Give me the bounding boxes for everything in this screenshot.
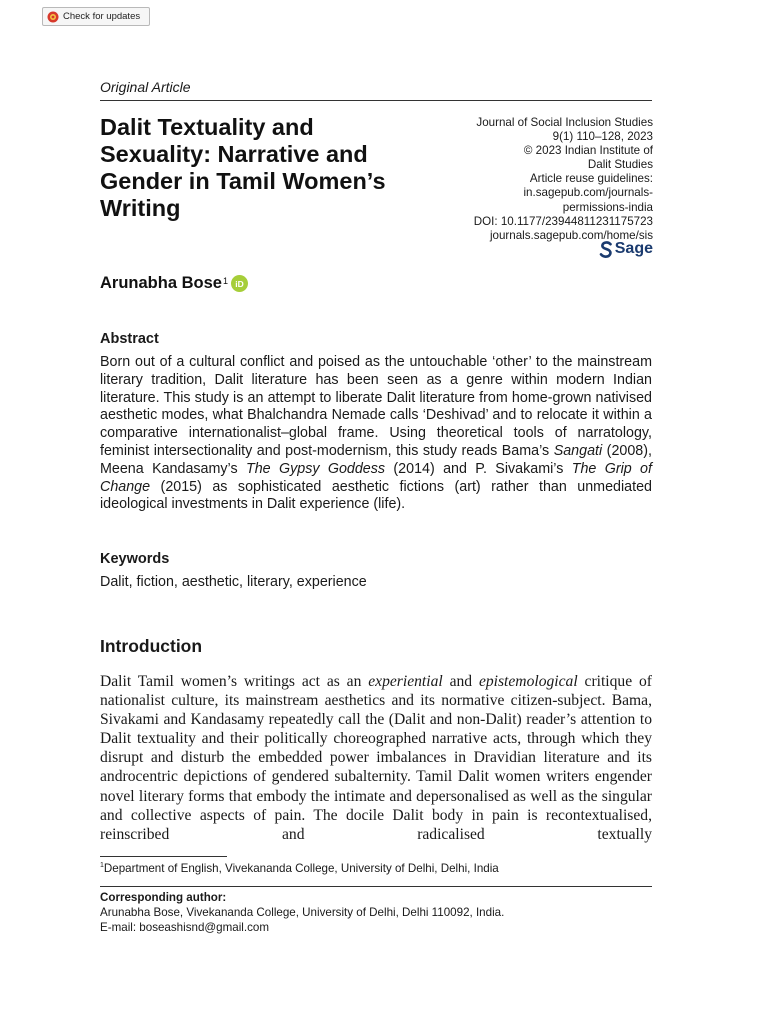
copyright-line: © 2023 Indian Institute of xyxy=(523,144,653,158)
author-name[interactable]: Arunabha Bose xyxy=(100,274,222,292)
corresponding-author-heading: Corresponding author: xyxy=(100,891,227,904)
sage-logo-icon xyxy=(599,241,613,258)
copyright-holder: Dalit Studies xyxy=(587,158,653,172)
publisher-name: Sage xyxy=(614,240,653,257)
footnote-divider xyxy=(100,856,227,857)
check-for-updates-label: Check for updates xyxy=(63,11,141,22)
work-title-sangati: Sangati xyxy=(553,442,603,459)
keywords-heading: Keywords xyxy=(100,551,170,567)
author xyxy=(100,274,248,293)
corresponding-author-address: Arunabha Bose, Vivekananda College, University of Delhi, Delhi 110092, India. xyxy=(100,906,505,919)
header-divider xyxy=(100,100,652,101)
check-for-updates-badge[interactable] xyxy=(42,7,150,26)
journal-volume: 9(1) 110–128, 2023 xyxy=(552,130,653,144)
publisher-logo xyxy=(590,238,653,260)
journal-name: Journal of Social Inclusion Studies xyxy=(476,116,653,129)
introduction-text: Dalit Tamil women’s writings act as an experiential and epistemological critique of nationalist culture, its mainstream aesthetics and its normative citizen-subject. Bama, Sivakami and Kandasamy repeatedly call the (Dalit and non-Dalit) reader’s attention to Dalit textuality and their politically choreographed narrative acts, through which they disrupt and disturb the embedded power imbalances in Dravidian literature and its androcentric depictions of gendered subalternity. Tamil Dalit women writers engender novel literary forms that embody the intimate and depersonalised as well as the singular and collective aspects of pain. The docile Dalit body in pain is recontextualised, reinscribed and radicalised textually xyxy=(100,673,652,843)
corresponding-divider xyxy=(100,886,652,887)
reuse-guidelines-link-cont[interactable]: permissions-india xyxy=(562,200,653,214)
orcid-label: iD xyxy=(235,279,244,289)
keywords-list: Dalit, fiction, aesthetic, literary, experience xyxy=(100,574,367,590)
reuse-guidelines-link[interactable]: in.sagepub.com/journals- xyxy=(523,186,653,200)
reuse-guidelines-label: Article reuse guidelines: xyxy=(529,172,653,186)
abstract-text: Born out of a cultural conflict and poised as the untouchable ‘other’ to the mainstream literary tradition, Dalit literature has been seen as a genre within modern Indian literature. This study is an attempt to liberate Dalit literature from home-grown nativised aesthetic modes, what Bhalchandra Nemade calls ‘Deshivad’ and to relocate it within a comparative internationalist–global frame. Using theoretical tools of narratology, feminist intersectionality and post-modernism, this study reads Bama’s Sangati (2008), Meena Kandasamy’s The Gypsy Goddess (2014) and P. Sivakami’s The Grip of Change (2015) as sophisticated aesthetic fictions (art) rather than unmediated ideological investments in Dalit experience (life). xyxy=(100,354,652,513)
journal-url[interactable]: journals.sagepub.com/home/sis xyxy=(489,228,653,242)
orcid-icon[interactable] xyxy=(231,275,248,292)
work-title-gypsy-goddess: The Gypsy Goddess xyxy=(245,460,386,477)
article-title: Dalit Textuality and Sexuality: Narrative and Gender in Tamil Women’s Writing xyxy=(100,114,386,221)
doi[interactable]: DOI: 10.1177/23944811231175723 xyxy=(473,214,653,228)
introduction-heading: Introduction xyxy=(100,636,203,656)
abstract-heading: Abstract xyxy=(100,331,159,347)
author-affiliation-marker: 1 xyxy=(222,276,228,286)
check-for-updates-icon xyxy=(47,11,59,23)
footnote: $^1$Department of English, Vivekananda College, University of Delhi, Delhi, India xyxy=(100,862,499,875)
work-title-grip-of-change: The Grip of Change xyxy=(100,460,652,495)
article-type: Original Article xyxy=(100,79,191,95)
corresponding-author-email[interactable]: E-mail: boseashisnd@gmail.com xyxy=(100,921,269,934)
journal-info xyxy=(440,116,653,243)
